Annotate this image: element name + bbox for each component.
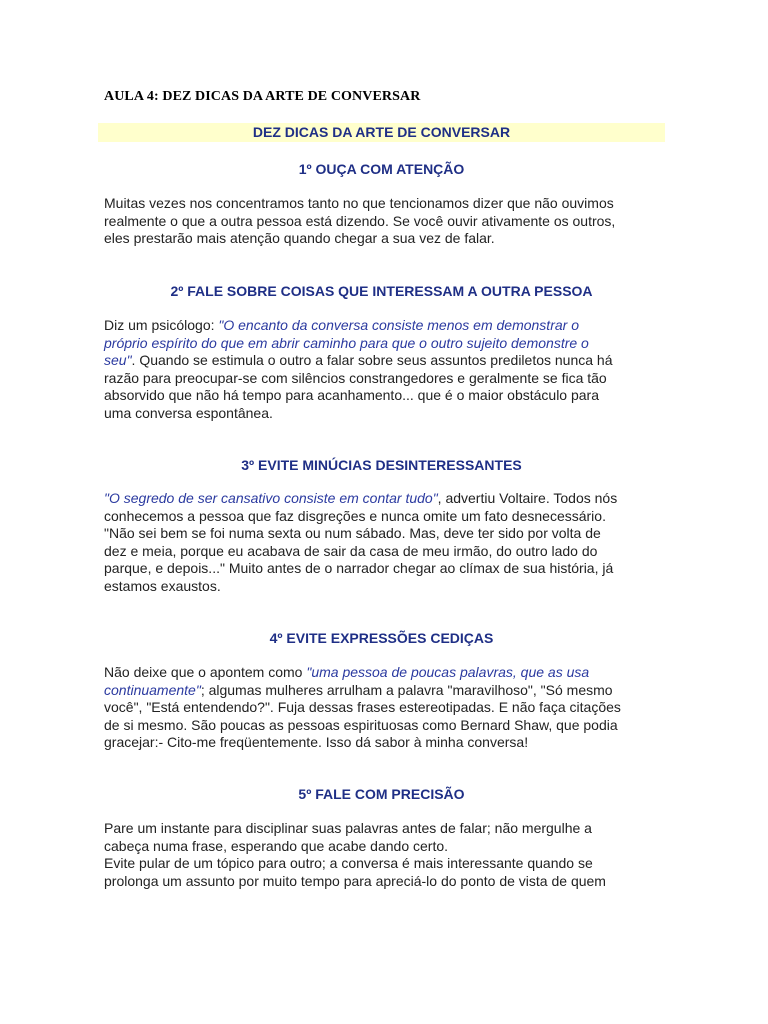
tip-4-line: gracejar:- Cito-me freqüentemente. Isso dá sabor à minha conversa! — [104, 734, 529, 750]
tip-2-quote: "O encanto da conversa consiste menos em demonstrar o — [218, 317, 579, 333]
tip-1-line: Muitas vezes nos concentramos tanto no que tencionamos dizer que não ouvimos — [104, 195, 614, 211]
tip-4-text: Não deixe que o apontem como — [104, 664, 307, 680]
tip-2-paragraph — [104, 317, 644, 422]
tip-2-heading: 2º FALE SOBRE COISAS QUE INTERESSAM A OUTRA PESSOA — [170, 283, 593, 299]
tip-4-line — [104, 664, 644, 682]
tip-5-line: Evite pular de um tópico para outro; a conversa é mais interessante quando se — [104, 855, 593, 871]
tip-5-line: Pare um instante para disciplinar suas palavras antes de falar; não mergulhe a — [104, 820, 592, 836]
lesson-title: AULA 4: DEZ DICAS DA ARTE DE CONVERSAR — [104, 89, 421, 104]
tip-3-line — [104, 490, 644, 508]
tip-4-line: de si mesmo. São poucas as pessoas espirituosas como Bernard Shaw, que podia — [104, 716, 618, 733]
tip-2-quote: próprio espírito do que em abrir caminho para que o outro sujeito demonstre o — [104, 334, 589, 351]
tip-2-text: Diz um psicólogo: — [104, 317, 219, 333]
tip-3-paragraph — [104, 490, 644, 595]
tip-1-heading: 1º OUÇA COM ATENÇÃO — [298, 161, 465, 177]
tip-3-line: parque, e depois..." Muito antes de o narrador chegar ao clímax de sua história, já — [104, 560, 614, 576]
tip-3-line: dez e meia, porque eu acabava de sair da casa de meu irmão, do outro lado do — [104, 542, 598, 559]
tip-5-heading: 5º FALE COM PRECISÃO — [298, 786, 465, 802]
tip-4-line — [104, 682, 644, 700]
tip-2-line: uma conversa espontânea. — [104, 404, 273, 421]
tip-2-quote: seu" — [104, 352, 132, 368]
tip-2-line — [104, 335, 644, 353]
tip-5-paragraph — [104, 820, 644, 890]
tip-3-line: "Não sei bem se foi numa sexta ou num sábado. Mas, deve ter sido por volta de — [104, 525, 601, 541]
tip-2-line: absorvido que não há tempo para acanhamento... que é o maior obstáculo para — [104, 387, 599, 403]
banner-title: DEZ DICAS DA ARTE DE CONVERSAR — [98, 123, 665, 142]
tip-2-text: . Quando se estimula o outro a falar sobre seus assuntos prediletos nunca há — [131, 352, 613, 368]
tip-4-quote: continuamente" — [104, 681, 201, 698]
tip-2-line — [104, 352, 644, 370]
tip-4-text: ; algumas mulheres arrulham a palavra "maravilhoso", "Só mesmo — [200, 681, 613, 698]
tip-2-line: razão para preocupar-se com silêncios constrangedores e geralmente se fica tão — [104, 369, 607, 386]
tip-4-heading: 4º EVITE EXPRESSÕES CEDIÇAS — [269, 630, 494, 646]
tip-3-text: , advertiu Voltaire. Todos nós — [437, 490, 618, 506]
tip-3-heading: 3º EVITE MINÚCIAS DESINTERESSANTES — [241, 457, 522, 473]
tip-2-line — [104, 317, 644, 335]
tip-3-quote: "O segredo de ser cansativo consiste em contar tudo" — [104, 490, 438, 506]
tip-1-line: eles prestarão mais atenção quando chegar a sua vez de falar. — [104, 230, 495, 246]
tip-4-quote: "uma pessoa de poucas palavras, que as usa — [306, 664, 590, 680]
tip-1-paragraph — [104, 195, 644, 248]
tip-1-line: realmente o que a outra pessoa está dizendo. Se você ouvir ativamente os outros, — [104, 212, 616, 229]
tip-5-line: cabeça numa frase, esperando que acabe dando certo. — [104, 837, 449, 854]
tip-3-line: conhecemos a pessoa que faz disgreções e nunca omite um fato desnecessário. — [104, 507, 606, 524]
tip-5-line: prolonga um assunto por muito tempo para apreciá-lo do ponto de vista de quem — [104, 872, 606, 889]
tip-3-line: estamos exaustos. — [104, 577, 221, 594]
tip-4-line: você", "Está entendendo?". Fuja dessas frases estereotipadas. E não faça citações — [104, 699, 621, 715]
tip-4-paragraph — [104, 664, 644, 752]
